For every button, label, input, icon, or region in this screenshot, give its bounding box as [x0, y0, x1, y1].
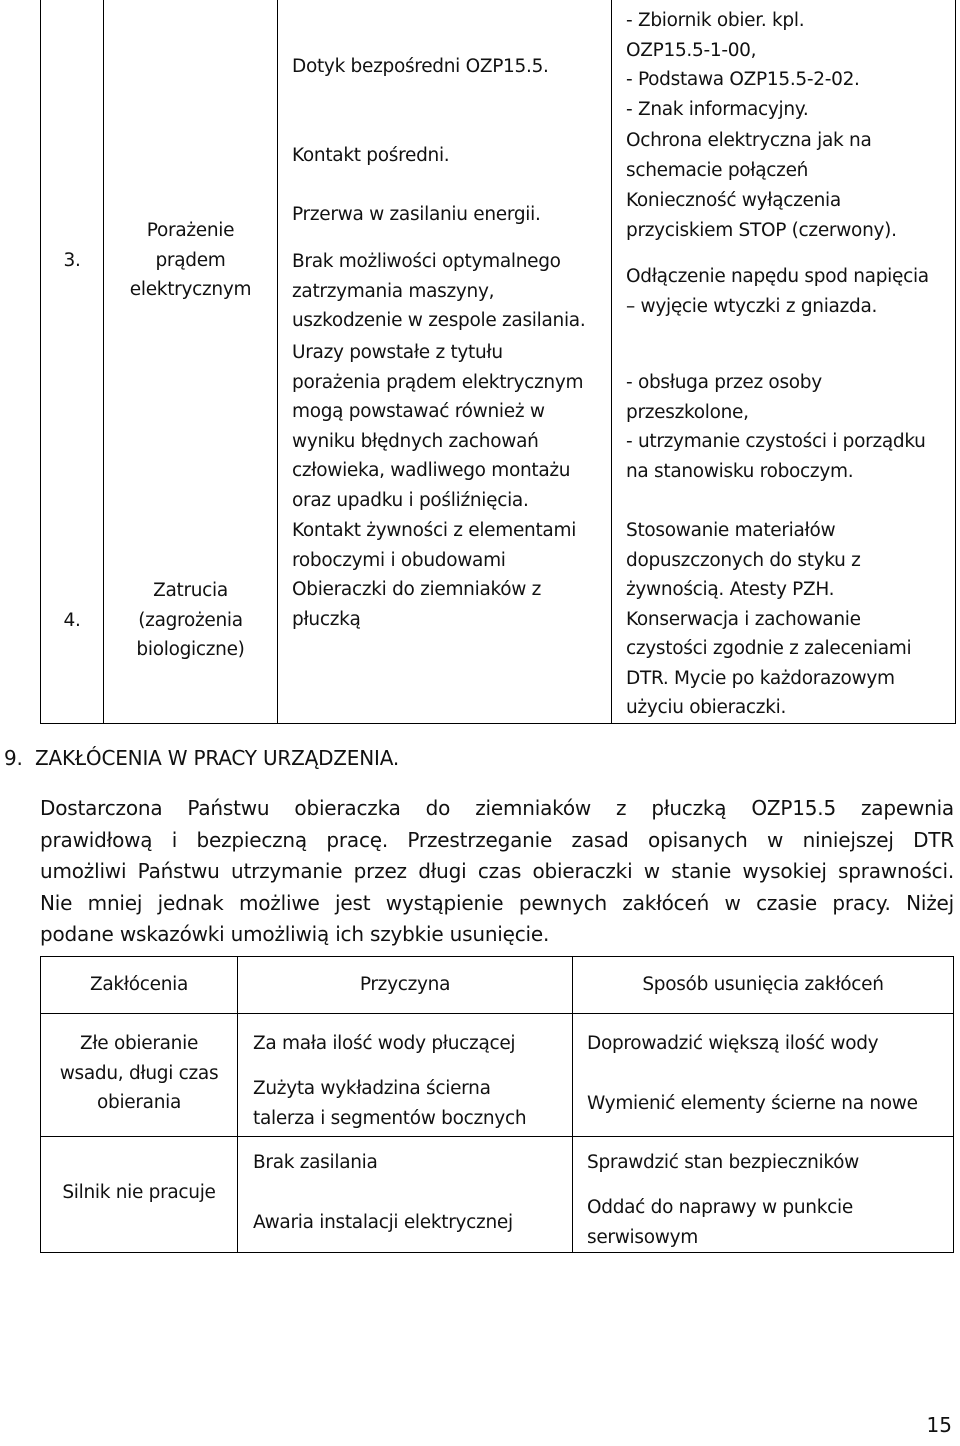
section-paragraph — [40, 793, 954, 951]
fault-cause: Brak zasilania — [253, 1152, 378, 1173]
hazard-measure: - obsługa przez osoby przeszkolone, - utrzymanie czystości i porządku na stanowisku roboczym. — [626, 372, 926, 482]
paragraph-line: Dostarczona Państwu obieraczka do ziemniaków z płuczką OZP15.5 zapewnia — [40, 796, 954, 820]
hazard-source: Kontakt pośredni. — [292, 145, 450, 166]
hazard-measure: Stosowanie materiałów dopuszczonych do styku z żywnością. Atesty PZH. Konserwacja i zachowanie czystości zgodnie z zaleceniami DTR. Mycie po każdorazowym użyciu obieraczki. — [626, 520, 912, 718]
hazard-measure: Ochrona elektryczna jak na schemacie połączeń — [626, 130, 872, 181]
section-heading: 9. ZAKŁÓCENIA W PRACY URZĄDZENIA. — [4, 746, 399, 770]
fault-name: Silnik nie pracuje — [62, 1182, 216, 1203]
fault-remedy: Sprawdzić stan bezpieczników — [587, 1152, 859, 1173]
hazard-number: 4. — [63, 610, 81, 631]
fault-remedy: Oddać do naprawy w punkcie serwisowym — [587, 1197, 853, 1248]
hazard-source: Urazy powstałe z tytułu porażenia prądem elektrycznym mogą powstawać również w wyniku błędnych zachowań człowieka, wadliwego montażu oraz upadku i pośliźnięcia. — [292, 342, 584, 511]
fault-cause: Awaria instalacji elektrycznej — [253, 1212, 513, 1233]
hazard-measure: Odłączenie napędu spod napięcia – wyjęcie wtyczki z gniazda. — [626, 266, 929, 317]
fault-cause: Zużyta wykładzina ścierna talerza i segmentów bocznych — [253, 1078, 527, 1129]
paragraph-line: prawidłową i bezpieczną pracę. Przestrzeganie zasad opisanych w niniejszej DTR — [40, 827, 954, 852]
paragraph-line: umożliwi Państwu utrzymanie przez długi czas obieraczki w stanie wysokiej sprawności. — [40, 859, 954, 883]
fault-name: Złe obieranie wsadu, długi czas obierania — [59, 1033, 219, 1113]
page-number: 15 — [926, 1413, 952, 1437]
fault-remedy: Wymienić elementy ścierne na nowe — [587, 1093, 918, 1114]
hazard-source: Dotyk bezpośredni OZP15.5. — [292, 56, 549, 77]
fault-remedy: Doprowadzić większą ilość wody — [587, 1033, 879, 1054]
paragraph-line: podane wskazówki umożliwią ich szybkie usunięcie. — [40, 922, 550, 946]
hazard-number: 3. — [63, 250, 81, 271]
hazard-name: Zatrucia (zagrożenia biologiczne) — [136, 580, 245, 660]
hazard-measure: Konieczność wyłączenia przyciskiem STOP (czerwony). — [626, 190, 897, 241]
header-cause: Przyczyna — [359, 974, 451, 995]
hazard-source: Kontakt żywności z elementami roboczymi i obudowami Obieraczki do ziemniaków z płuczką — [292, 520, 577, 630]
hazard-measure: - Zbiornik obier. kpl. OZP15.5-1-00, - Podstawa OZP15.5-2-02. - Znak informacyjny. — [626, 10, 860, 120]
paragraph-line: Nie mniej jednak możliwe jest wystąpienie pewnych zakłóceń w czasie pracy. Niżej — [40, 890, 954, 915]
fault-cause: Za mała ilość wody płuczącej — [253, 1033, 516, 1054]
header-remedy: Sposób usunięcia zakłóceń — [642, 974, 884, 995]
hazard-source: Przerwa w zasilaniu energii. — [292, 204, 541, 225]
header-fault: Zakłócenia — [89, 974, 189, 995]
hazard-name: Porażenie prądem elektrycznym — [129, 220, 252, 300]
hazard-source: Brak możliwości optymalnego zatrzymania maszyny, uszkodzenie w zespole zasilania. — [292, 251, 586, 331]
